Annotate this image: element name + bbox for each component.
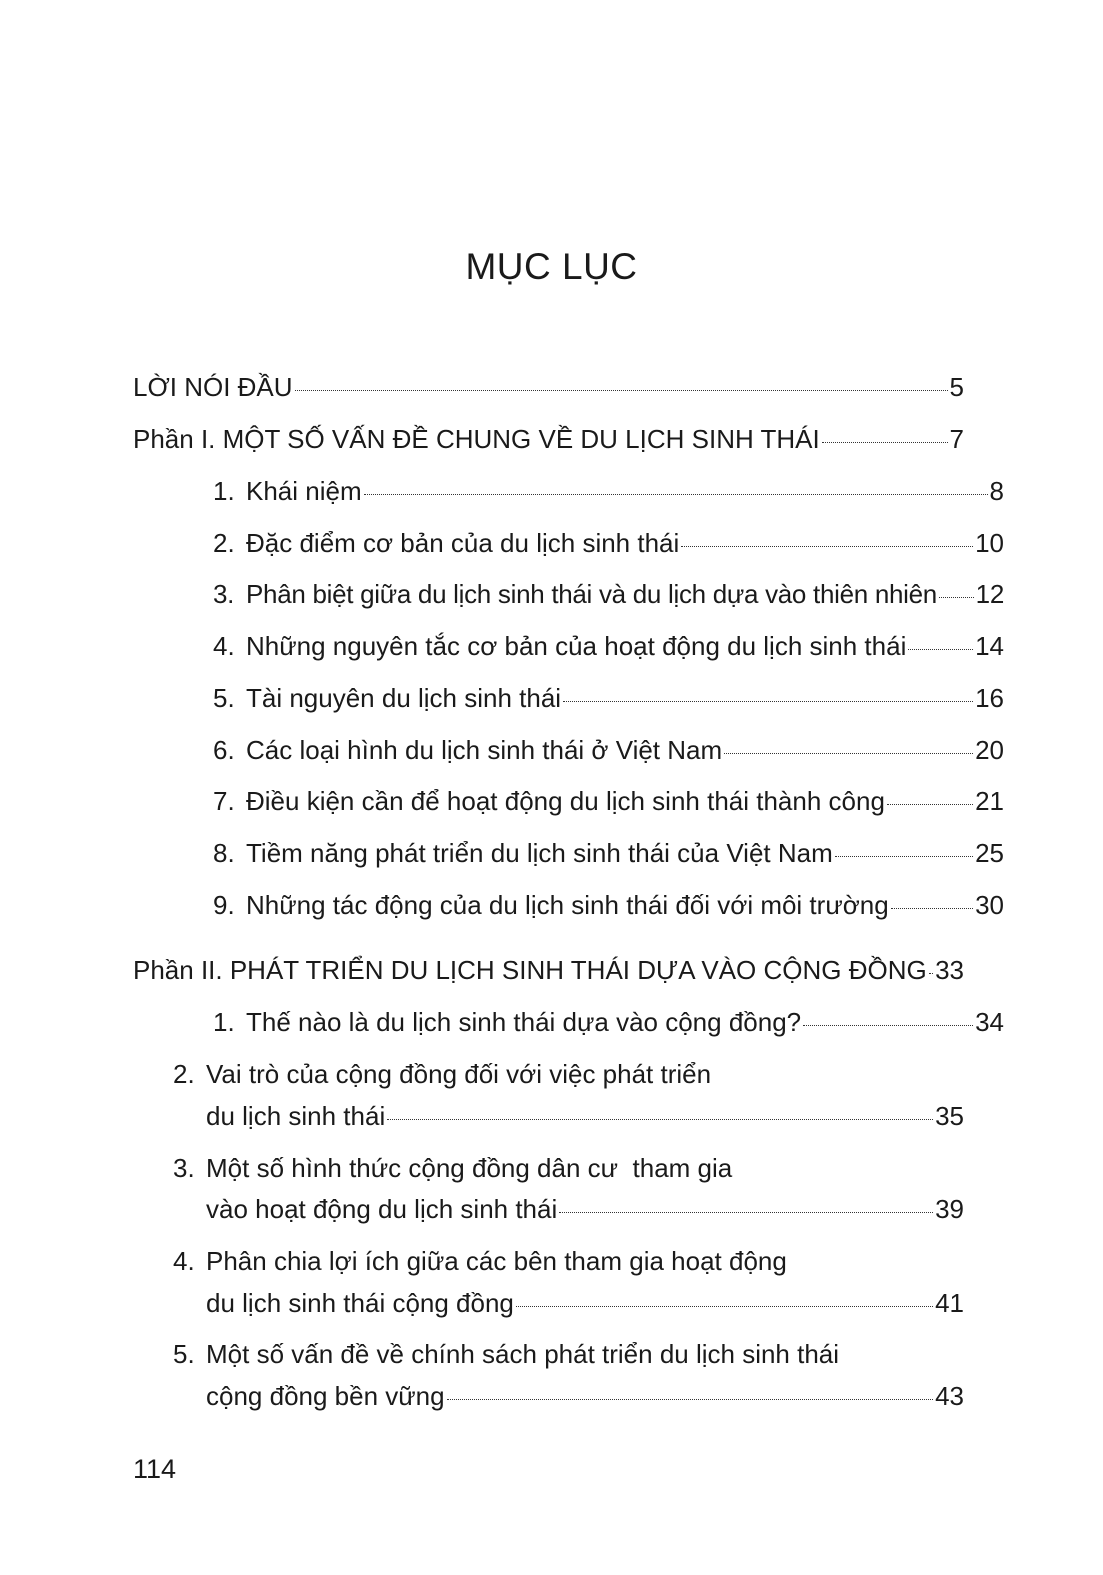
page-number: 114 — [133, 1454, 177, 1484]
toc-number: 5. — [173, 1339, 195, 1369]
toc-label: Một số hình thức cộng đồng dân cư tham gia — [206, 1153, 733, 1183]
toc-entry — [213, 838, 1004, 868]
toc-label: Phân biệt giữa du lịch sinh thái và du lịch dựa vào thiên nhiên — [246, 579, 937, 609]
toc-entry — [213, 890, 1004, 920]
toc-number: 7. — [213, 786, 235, 816]
toc-page: 7 — [949, 424, 964, 454]
toc-page: 5 — [949, 372, 964, 402]
toc-entry-line-2 — [206, 1381, 964, 1411]
toc-entry-line-1 — [173, 1153, 732, 1183]
toc-entry — [213, 631, 1004, 661]
dot-leader — [887, 804, 973, 805]
dot-leader — [929, 973, 933, 974]
toc-page: 34 — [975, 1007, 1004, 1037]
toc-number: 1. — [213, 476, 235, 506]
toc-entry — [213, 786, 1004, 816]
toc-page: 16 — [975, 683, 1004, 713]
toc-entry — [213, 579, 1004, 609]
toc-label: Những tác động của du lịch sinh thái đối với môi trường — [246, 890, 889, 920]
toc-number: 2. — [173, 1059, 195, 1089]
toc-entry-line-1 — [173, 1339, 839, 1369]
toc-label: cộng đồng bền vững — [206, 1381, 445, 1411]
toc-label: vào hoạt động du lịch sinh thái — [206, 1194, 558, 1224]
toc-page: 43 — [935, 1381, 964, 1411]
toc-number: 4. — [213, 631, 235, 661]
dot-leader — [559, 1212, 933, 1213]
toc-page: 33 — [935, 955, 964, 985]
toc-page: 14 — [975, 631, 1004, 661]
toc-label: Các loại hình du lịch sinh thái ở Việt Nam — [246, 735, 723, 765]
dot-leader — [295, 390, 948, 391]
toc-entry-preface — [133, 372, 964, 402]
dot-leader — [563, 701, 973, 702]
toc-page: 20 — [975, 735, 1004, 765]
dot-leader — [822, 442, 948, 443]
toc-number: 6. — [213, 735, 235, 765]
toc-entry-line-1 — [173, 1059, 711, 1089]
dot-leader — [724, 753, 973, 754]
toc-number: 2. — [213, 528, 235, 558]
page-title: MỤC LỤC — [465, 246, 638, 287]
toc-page: 35 — [935, 1101, 964, 1131]
toc-label: Tài nguyên du lịch sinh thái — [246, 683, 562, 713]
toc-entry-line-2 — [206, 1288, 964, 1318]
toc-entry-line-2 — [206, 1194, 964, 1224]
toc-entry — [213, 735, 1004, 765]
toc-entry-part-2 — [133, 955, 964, 985]
toc-label: Phần II. PHÁT TRIỂN DU LỊCH SINH THÁI DỰA VÀO CỘNG ĐỒNG — [133, 955, 927, 985]
toc-label: Vai trò của cộng đồng đối với việc phát triển — [206, 1059, 712, 1089]
toc-label: Những nguyên tắc cơ bản của hoạt động du lịch sinh thái — [246, 631, 907, 661]
dot-leader — [447, 1399, 933, 1400]
dot-leader — [891, 908, 973, 909]
toc-label: Điều kiện cần để hoạt động du lịch sinh thái thành công — [246, 786, 885, 816]
toc-label: Một số vấn đề về chính sách phát triển du lịch sinh thái — [206, 1339, 840, 1369]
toc-number: 9. — [213, 890, 235, 920]
dot-leader — [364, 494, 988, 495]
toc-label: Thế nào là du lịch sinh thái dựa vào cộng đồng? — [246, 1007, 802, 1037]
toc-page: 25 — [975, 838, 1004, 868]
toc-entry — [213, 683, 1004, 713]
toc-page: 8 — [989, 476, 1004, 506]
toc-label: Tiềm năng phát triển du lịch sinh thái của Việt Nam — [246, 838, 833, 868]
dot-leader — [516, 1306, 933, 1307]
toc-entry-line-1 — [173, 1246, 787, 1276]
toc-number: 5. — [213, 683, 235, 713]
toc-label: Phần I. MỘT SỐ VẤN ĐỀ CHUNG VỀ DU LỊCH SINH THÁI — [133, 424, 820, 454]
toc-number: 8. — [213, 838, 235, 868]
toc-page: 10 — [975, 528, 1004, 558]
toc-label: LỜI NÓI ĐẦU — [133, 372, 293, 402]
dot-leader — [908, 649, 973, 650]
dot-leader — [939, 597, 974, 598]
toc-number: 3. — [173, 1153, 195, 1183]
toc-page: 41 — [935, 1288, 964, 1318]
toc-entry — [213, 1007, 1004, 1037]
toc-entry — [213, 528, 1004, 558]
toc-page: 12 — [975, 579, 1004, 609]
toc-page: 39 — [935, 1194, 964, 1224]
toc-number: 1. — [213, 1007, 235, 1037]
toc-label: du lịch sinh thái cộng đồng — [206, 1288, 514, 1318]
toc-label: du lịch sinh thái — [206, 1101, 386, 1131]
toc-label: Đặc điểm cơ bản của du lịch sinh thái — [246, 528, 680, 558]
toc-entry-part-1 — [133, 424, 964, 454]
dot-leader — [835, 856, 973, 857]
dot-leader — [681, 546, 973, 547]
toc-number: 4. — [173, 1246, 195, 1276]
toc-entry — [213, 476, 1004, 506]
toc-page: 30 — [975, 890, 1004, 920]
toc-label: Phân chia lợi ích giữa các bên tham gia hoạt động — [206, 1246, 787, 1276]
dot-leader — [803, 1025, 973, 1026]
toc-number: 3. — [213, 579, 235, 609]
toc-page: 21 — [975, 786, 1004, 816]
toc-label: Khái niệm — [246, 476, 362, 506]
dot-leader — [387, 1119, 933, 1120]
toc-entry-line-2 — [206, 1101, 964, 1131]
